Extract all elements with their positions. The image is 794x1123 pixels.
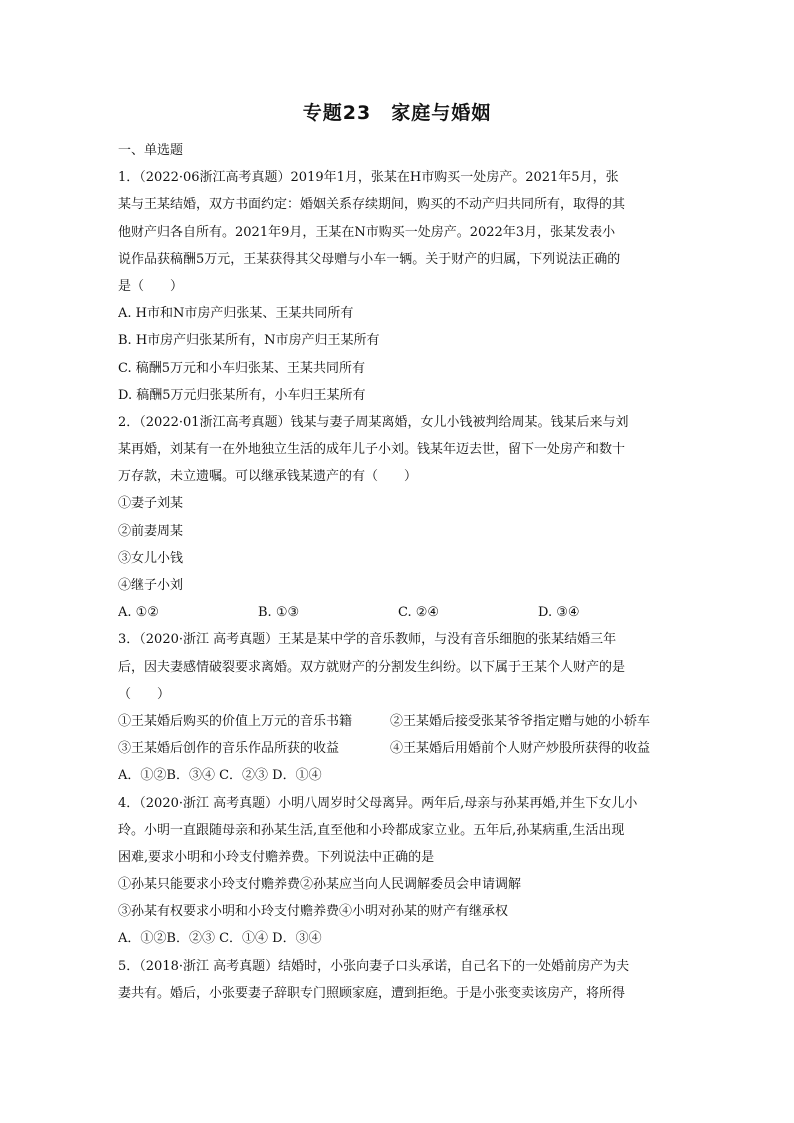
option-b: B. ①③ <box>258 605 300 621</box>
question-3 <box>118 626 680 789</box>
question-text-line: 说作品获稿酬5万元，王某获得其父母赠与小车一辆。关于财产的归属，下列说法正确的 <box>118 251 621 267</box>
option-c: C. 稿酬5万元和小车归张某、王某共同所有 <box>118 360 366 376</box>
statement-item: ①妻子刘某 <box>118 496 184 512</box>
question-2 <box>118 409 680 627</box>
question-4 <box>118 790 680 953</box>
statement-item: ③王某婚后创作的音乐作品所获的收益 <box>118 741 340 757</box>
statement-item: ①孙某只能要求小玲支付赡养费②孙某应当向人民调解委员会申请调解 <box>118 877 522 893</box>
option-b: B. H市房产归张某所有，N市房产归王某所有 <box>118 333 380 349</box>
options-line: A．①②B．②③ C．①④ D．③④ <box>118 931 322 947</box>
question-text-line: 3．（2020·浙江 高考真题）王某是某中学的音乐教师，与没有音乐细胞的张某结婚三年 <box>118 632 617 648</box>
statement-item: ④继子小刘 <box>118 578 184 593</box>
statement-item: ③孙某有权要求小明和小玲支付赡养费④小明对孙某的财产有继承权 <box>118 904 509 920</box>
question-text-line: 玲。小明一直跟随母亲和孙某生活,直至他和小玲都成家立业。五年后,孙某病重,生活出现 <box>118 822 625 838</box>
question-text-line: 是（ ） <box>118 278 184 294</box>
options-line: A．①②B．③④ C．②③ D．①④ <box>118 768 322 784</box>
question-text-line: 后，因夫妻感情破裂要求离婚。双方就财产的分割发生纠纷。以下属于王某个人财产的是 <box>118 659 626 675</box>
statement-item: ②王某婚后接受张某爷爷指定赠与她的小轿车 <box>390 713 651 729</box>
question-text-line: 某与王某结婚，双方书面约定：婚姻关系存续期间，购买的不动产归共同所有，取得的其 <box>118 197 626 213</box>
question-text-line: 2．（2022·01浙江高考真题）钱某与妻子周某离婚，女儿小钱被判给周某。钱某后来与刘 <box>118 414 629 430</box>
question-text-line: 某再婚，刘某有一在外地独立生活的成年儿子小刘。钱某年迈去世，留下一处房产和数十 <box>118 442 626 458</box>
option-d: D. ③④ <box>538 605 580 621</box>
statement-item: ②前妻周某 <box>118 523 184 539</box>
question-text-line: 困难,要求小明和小玲支付赡养费。下列说法中正确的是 <box>118 849 435 865</box>
option-a: A. H市和N市房产归张某、王某共同所有 <box>118 306 354 322</box>
question-text-line: （ ） <box>118 686 171 702</box>
option-a: A. ①② <box>118 605 159 621</box>
section-heading: 一、单选题 <box>118 143 184 158</box>
question-text-line: 万存款，未立遗嘱。可以继承钱某遗产的有（ ） <box>118 469 418 485</box>
statement-row <box>118 735 680 762</box>
question-text-line: 妻共有。婚后，小张要妻子辞职专门照顾家庭，遭到拒绝。于是小张变卖该房产，将所得 <box>118 985 626 1001</box>
options-row <box>118 599 680 626</box>
question-1 <box>118 164 680 409</box>
statement-item: ③女儿小钱 <box>118 550 184 566</box>
question-text-line: 他财产归各自所有。2021年9月，王某在N市购买一处房产。2022年3月，张某发表小 <box>118 224 616 240</box>
page-content <box>118 137 680 1007</box>
question-text-line: 5．（2018·浙江 高考真题）结婚时，小张向妻子口头承诺，自己名下的一处婚前房产为夫 <box>118 958 630 974</box>
statement-item: ①王某婚后购买的价值上万元的音乐书籍 <box>118 713 353 729</box>
statement-row <box>118 708 680 735</box>
option-c: C. ②④ <box>398 605 440 621</box>
question-text-line: 1．（2022·06浙江高考真题）2019年1月，张某在H市购买一处房产。2021年5月，张 <box>118 170 619 186</box>
option-d: D. 稿酬5万元归张某所有，小车归王某所有 <box>118 387 366 403</box>
statement-item: ④王某婚后用婚前个人财产炒股所获得的收益 <box>390 741 651 757</box>
page-title: 专题23 家庭与婚姻 <box>302 102 492 124</box>
question-text-line: 4．（2020·浙江 高考真题）小明八周岁时父母离异。两年后,母亲与孙某再婚,并生下女儿小 <box>118 795 638 811</box>
question-5 <box>118 953 680 1007</box>
